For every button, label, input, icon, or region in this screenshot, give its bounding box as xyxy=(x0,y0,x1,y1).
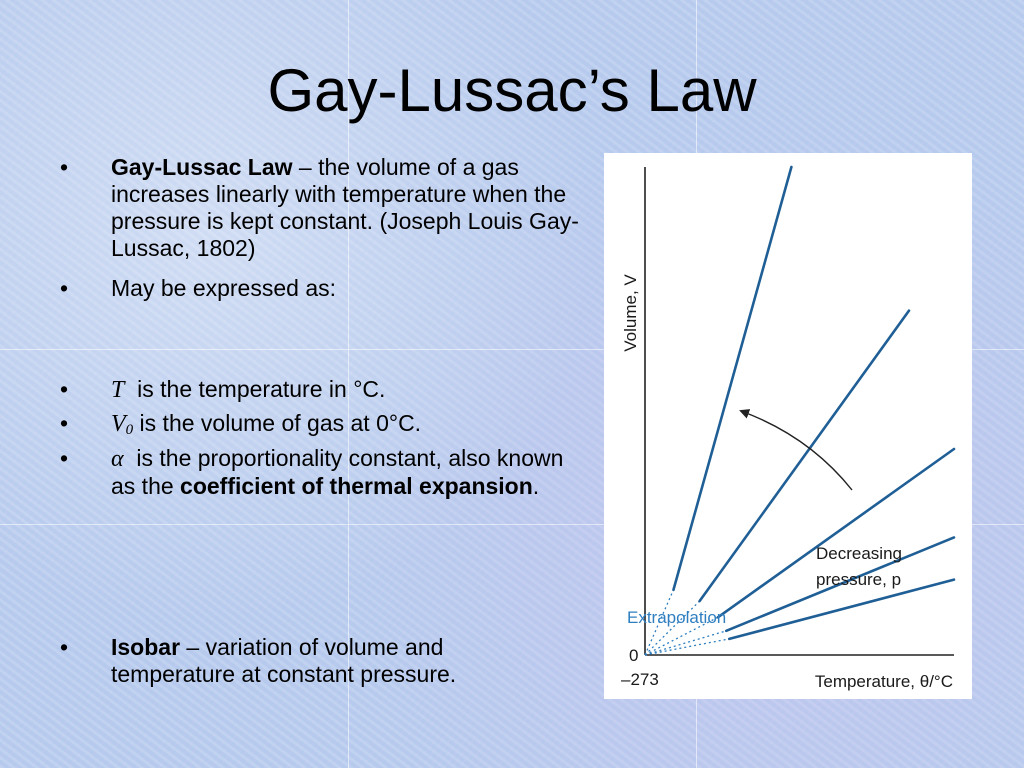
annotation-decreasing: Decreasing xyxy=(816,544,902,563)
x-intercept-label: –273 xyxy=(621,670,659,689)
extrapolation-label: Extrapolation xyxy=(627,608,727,627)
bullet-marker: • xyxy=(60,410,69,436)
alpha-description: is the proportionality constant, also known as the xyxy=(111,445,570,499)
bullet-marker: • xyxy=(60,634,69,660)
bullet-marker: • xyxy=(60,275,69,301)
extrapolation-dotted-line xyxy=(645,639,729,655)
isobar-description: – variation of volume and temperature at constant pressure. xyxy=(111,634,457,687)
term-gay-lussac-law: Gay-Lussac Law xyxy=(111,154,293,180)
bullet-marker: • xyxy=(60,445,69,471)
isobar-line xyxy=(718,449,954,617)
symbol-v-subscript: 0 xyxy=(125,422,134,438)
alpha-description-end: . xyxy=(532,473,540,499)
term-isobar: Isobar xyxy=(111,634,181,660)
bullet-marker: • xyxy=(60,376,69,402)
expression-intro: May be expressed as: xyxy=(111,275,337,301)
volume-description: is the volume of gas at 0°C. xyxy=(133,410,422,436)
x-axis-label: Temperature, θ/°C xyxy=(814,672,953,691)
definition-text: – the volume of a gas increases linearly with temperature when the pressure is kept constant. (Joseph Louis Gay-Lussac, 1802) xyxy=(111,154,579,261)
isobar-line xyxy=(673,167,791,590)
decreasing-pressure-arrow xyxy=(741,411,852,490)
slide-title: Gay-Lussac’s Law xyxy=(267,57,757,124)
isobar-lines xyxy=(645,167,954,655)
y-axis-label: Volume, V xyxy=(621,274,640,352)
annotation-pressure: pressure, p xyxy=(816,570,902,589)
bullet-marker: • xyxy=(60,154,69,180)
gay-lussac-graph xyxy=(604,153,972,699)
symbol-t: T xyxy=(111,377,125,403)
origin-label: 0 xyxy=(629,646,639,665)
symbol-v: V xyxy=(111,411,126,437)
temperature-description: is the temperature in °C. xyxy=(124,376,386,402)
symbol-alpha: α xyxy=(111,446,124,472)
graph-canvas xyxy=(604,153,972,699)
term-coefficient-thermal-expansion: coefficient of thermal expansion xyxy=(180,473,533,499)
